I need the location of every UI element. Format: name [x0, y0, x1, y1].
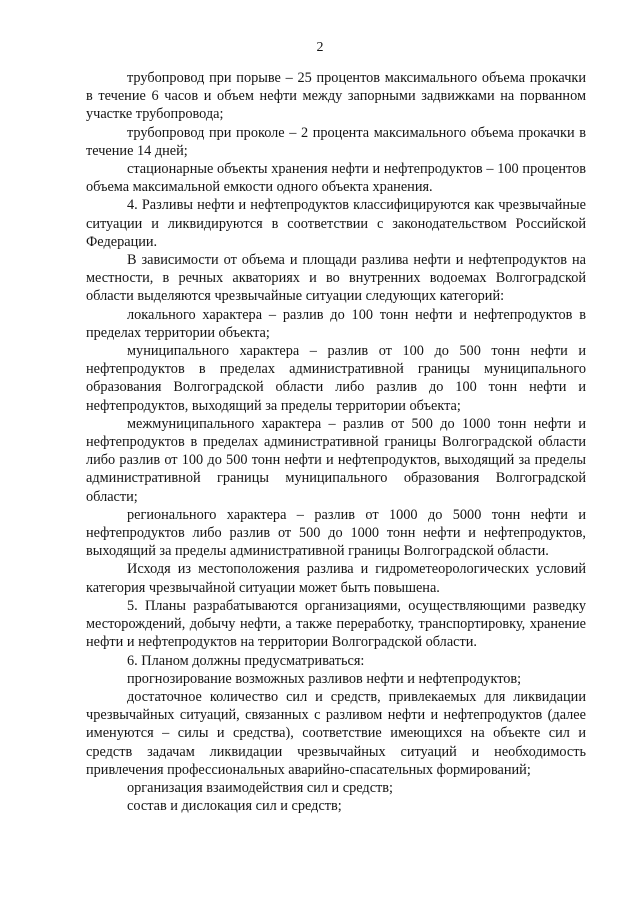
paragraph-forces-sufficiency: достаточное количество сил и средств, привлекаемых для ликвидации чрезвычайных ситуаций, связанных с разливом нефти и нефтепродуктов (далее именуются – силы и средства), соответствие имеющихся на объекте сил и средств задачам ликвидации чрезвычайных ситуаций и необходимость привлечения профессиональных аварийно-спасательных формирований; [86, 688, 586, 778]
paragraph-category-raise: Исходя из местоположения разлива и гидрометеорологических условий категория чрезвычайной ситуации может быть повышена. [86, 561, 586, 596]
paragraph-local-category: локального характера – разлив до 100 тонн нефти и нефтепродуктов в пределах территории объекта; [86, 306, 586, 341]
paragraph-categories-intro: В зависимости от объема и площади разлива нефти и нефтепродуктов на местности, в речных акваториях и во внутренних водоемах Волгоградской области выделяются чрезвычайные ситуации следующих категорий: [86, 252, 586, 305]
paragraph-regional-category: регионального характера – разлив от 1000 до 5000 тонн нефти и нефтепродуктов либо разлив от 500 до 1000 тонн нефти и нефтепродуктов, выходящий за пределы административной границы Волгоградской области. [86, 506, 586, 560]
paragraph-pipeline-rupture: трубопровод при порыве – 25 процентов максимального объема прокачки в течение 6 часов и объем нефти между запорными задвижками на порванном участке трубопровода; [86, 70, 586, 123]
paragraph-item-5: 5. Планы разрабатываются организациями, осуществляющими разведку месторождений, добычу нефти, а также переработку, транспортировку, хранение нефти и нефтепродуктов на территории Волгоградской области. [86, 597, 586, 651]
paragraph-composition: состав и дислокация сил и средств; [127, 798, 342, 815]
paragraph-interaction: организация взаимодействия сил и средств; [127, 779, 394, 796]
paragraph-storage-objects: стационарные объекты хранения нефти и нефтепродуктов – 100 процентов объема максимальной емкости одного объекта хранения. [86, 161, 586, 196]
paragraph-pipeline-puncture: трубопровод при проколе – 2 процента максимального объема прокачки в течение 14 дней; [86, 124, 586, 159]
paragraph-item-6: 6. Планом должны предусматриваться: [127, 652, 365, 669]
document-body [86, 69, 586, 815]
page-number: 2 [316, 40, 324, 55]
paragraph-forecasting: прогнозирование возможных разливов нефти и нефтепродуктов; [127, 670, 522, 687]
paragraph-intermunicipal-category: межмуниципального характера – разлив от 500 до 1000 тонн нефти и нефтепродуктов в пределах административной границы Волгоградской области либо разлив от 100 до 500 тонн нефти и нефтепродуктов, выходящий за пределы административной границы муниципального образования Волгоградской области; [86, 415, 586, 505]
paragraph-municipal-category: муниципального характера – разлив от 100 до 500 тонн нефти и нефтепродуктов в пределах административной границы муниципального образования Волгоградской области либо разлив до 100 тонн нефти и нефтепродуктов, выходящий за пределы территории объекта; [86, 343, 586, 414]
paragraph-item-4: 4. Разливы нефти и нефтепродуктов классифицируются как чрезвычайные ситуации и ликвидируются в соответствии с законодательством Российской Федерации. [86, 197, 586, 250]
